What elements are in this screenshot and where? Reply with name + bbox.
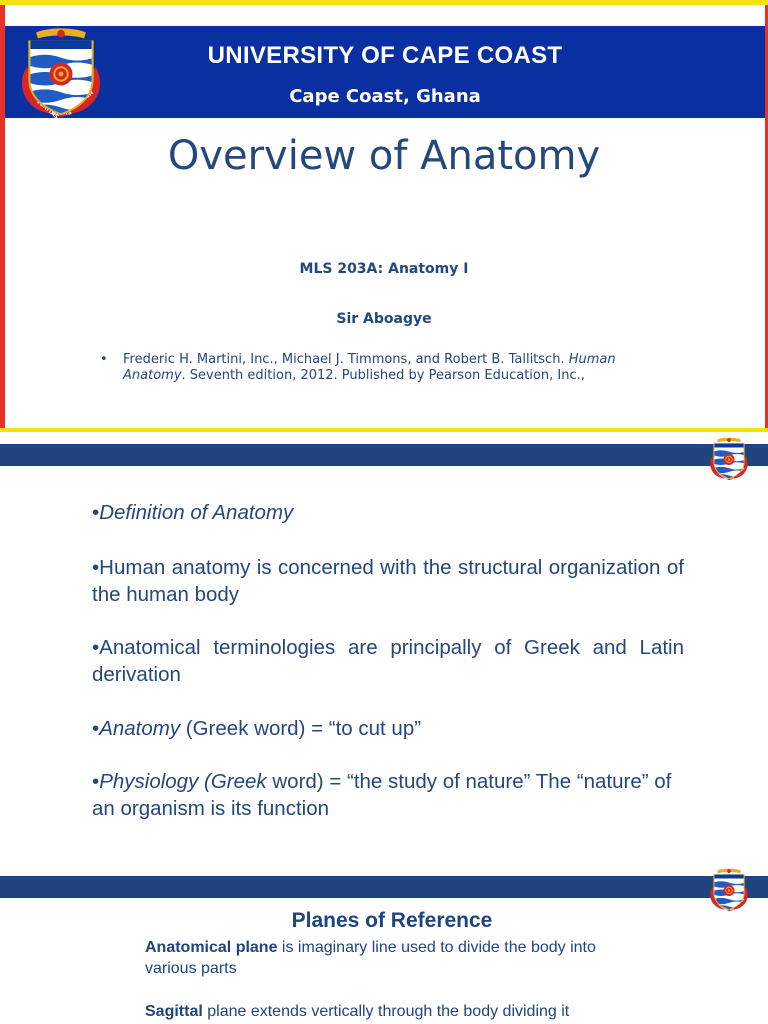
slide-header-band — [0, 444, 768, 466]
university-crest-icon — [698, 436, 760, 482]
sagittal-plane-text: plane extends vertically through the body dividing it — [202, 1003, 570, 1020]
reference-book-title: Human Anatomy — [123, 352, 616, 383]
reference-publication: . Seventh edition, 2012. Published by Pearson Education, Inc., — [181, 368, 585, 383]
definition-heading-text: Definition of Anatomy — [99, 501, 294, 524]
bullet-marker: • — [92, 717, 100, 740]
university-location: Cape Coast, Ghana — [289, 86, 481, 107]
anatomical-plane-term: Anatomical plane — [145, 939, 278, 956]
title-slide — [0, 0, 768, 432]
physiology-etymology-point — [92, 768, 684, 822]
definition-slide — [0, 432, 768, 873]
anatomical-plane-text: is imaginary line used to divide the body into various parts — [145, 939, 596, 977]
anatomy-meaning: (Greek word) = “to cut up” — [180, 717, 422, 740]
lecturer-name: Sir Aboagye — [336, 311, 432, 327]
reference-text — [123, 352, 640, 384]
bullet-marker: • — [92, 770, 100, 793]
human-anatomy-point: •Human anatomy is concerned with the structural organization of the human body — [92, 556, 684, 606]
bullet-marker: • — [100, 352, 108, 367]
sagittal-plane-term: Sagittal — [145, 1003, 203, 1020]
sagittal-plane-definition — [145, 1001, 635, 1022]
reference-bullet — [100, 352, 640, 384]
anatomy-etymology-point — [92, 715, 684, 742]
definition-heading — [92, 499, 684, 526]
terminology-point: •Anatomical terminologies are principally of Greek and Latin derivation — [92, 636, 684, 686]
university-crest-icon — [698, 867, 760, 913]
planes-title: Planes of Reference — [291, 909, 493, 932]
slide-title: Overview of Anatomy — [167, 133, 601, 179]
physiology-meaning: word) = “the study of nature” The “nature” of an organism is its function — [92, 770, 672, 820]
university-header — [5, 26, 765, 118]
university-crest-icon — [10, 25, 112, 121]
physiology-term: Physiology (Greek — [99, 770, 267, 793]
university-name: UNIVERSITY OF CAPE COAST — [207, 42, 563, 69]
anatomical-plane-definition — [145, 937, 635, 979]
slide-header-band — [0, 876, 768, 898]
bullet-marker: • — [92, 501, 100, 524]
planes-slide — [0, 873, 768, 1024]
top-yellow-border — [0, 0, 768, 5]
course-code: MLS 203A: Anatomy I — [299, 261, 469, 277]
reference-authors: Frederic H. Martini, Inc., Michael J. Timmons, and Robert B. Tallitsch. — [123, 352, 569, 367]
anatomy-term: Anatomy — [99, 717, 181, 740]
